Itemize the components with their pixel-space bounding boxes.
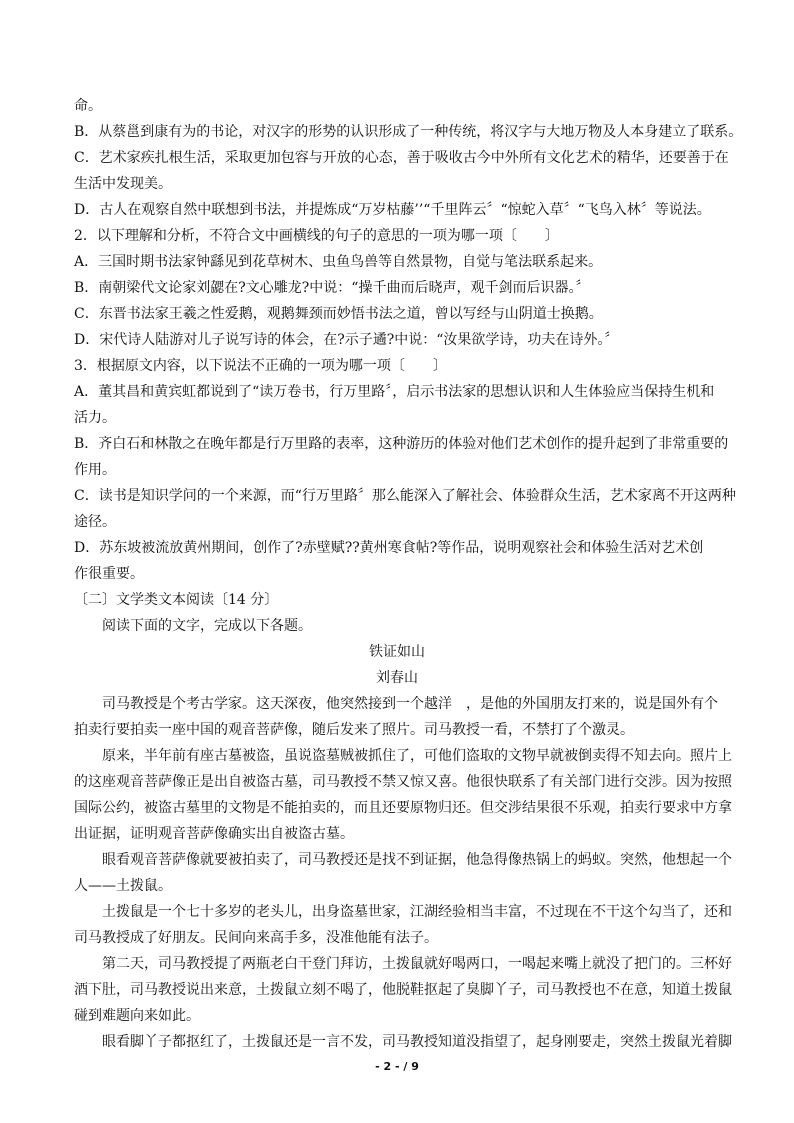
page-number: - 2 - / 9: [375, 1060, 419, 1073]
paragraph-line: 出证据，证明观音菩萨像确实出自被盗古墓。: [74, 826, 354, 842]
text-line: 活力。: [74, 410, 116, 426]
text-line: 作用。: [74, 462, 116, 478]
option-b-line: B．南朝梁代文论家刘勰在?文心雕龙?中说：“操千曲而后晓声，观千剑而后识器。〞: [74, 280, 590, 296]
paragraph-line: 酒下肚，司马教授说出来意，土拨鼠立刻不喝了，他脱鞋抠起了臭脚丫子，司马教授也不在意，知道土拨鼠: [74, 982, 732, 998]
paragraph-line: 土拨鼠是一个七十多岁的老头儿，出身盗墓世家，江湖经验相当丰富，不过现在不干这个勾当了，还和: [102, 904, 732, 920]
option-d-line: D．苏东坡被流放黄州期间，创作了?赤壁赋??黄州寒食帖?等作品，说明观察社会和体验生活对艺术创: [74, 540, 704, 556]
question-2: 2．以下理解和分析，不符合文中画横线的句子的意思的一项为哪一项〔 〕: [74, 228, 559, 244]
paragraph-line: 眼看观音菩萨像就要被拍卖了，司马教授还是找不到证据，他急得像热锅上的蚂蚁。突然，他想起一个: [102, 852, 732, 868]
paragraph-line: 第二天，司马教授提了两瓶老白干登门拜访，土拨鼠就好喝两口，一喝起来嘴上就没了把门的。三杯好: [102, 956, 732, 972]
paragraph-line: 碰到难题向来如此。: [74, 1008, 200, 1024]
section-heading: 〔二〕文学类文本阅读〔14 分〕: [74, 592, 279, 608]
instruction-line: 阅读下面的文字，完成以下各题。: [102, 618, 312, 634]
paragraph-line: 眼看脚丫子都抠红了，土拨鼠还是一言不发，司马教授知道没指望了，起身刚要走，突然土拨鼠光着脚: [102, 1034, 732, 1050]
paragraph-line: 国际公约，被盗古墓里的文物是不能拍卖的，而且还要原物归还。但交涉结果很不乐观，拍卖行要求中方拿: [74, 800, 732, 816]
text-line: 命。: [74, 98, 102, 114]
option-d-line: D．古人在观察自然中联想到书法，并提炼成“万岁枯藤’’“千里阵云〞“惊蛇入草〞“飞鸟入林〞等说法。: [74, 202, 711, 218]
paragraph-line: 司马教授成了好朋友。民间向来高手多，没准他能有法子。: [74, 930, 438, 946]
text-line: 途径。: [74, 514, 116, 530]
paragraph-line: 司马教授是个考古学家。这天深夜，他突然接到一个越洋 ，是他的外国朋友打来的，说是国外有个: [102, 696, 718, 712]
option-a-line: A．三国时期书法家钟繇见到花草树木、虫鱼鸟兽等自然景物，自觉与笔法联系起来。: [74, 254, 603, 270]
paragraph-line: 的这座观音菩萨像正是出自被盗古墓，司马教授不禁又惊又喜。他很快联系了有关部门进行交涉。因为按照: [74, 774, 732, 790]
option-c-line: C．读书是知识学问的一个来源，而“行万里路〞那么能深入了解社会、体验群众生活，艺术家离不开这两种: [74, 488, 736, 504]
paragraph-line: 人——土拨鼠。: [74, 878, 172, 894]
question-3: 3．根据原文内容，以下说法不正确的一项为哪一项〔 〕: [74, 358, 447, 374]
option-d-line: D．宋代诗人陆游对儿子说写诗的体会，在?示子遹?中说：“汝果欲学诗，功夫在诗外。〞: [74, 332, 619, 348]
option-b-line: B．从蔡邕到康有为的书论，对汉字的形势的认识形成了一种传统，将汉字与大地万物及人本身建立了联系。: [74, 124, 743, 140]
story-title: 铁证如山: [369, 644, 425, 660]
paragraph-line: 原来，半年前有座古墓被盗，虽说盗墓贼被抓住了，可他们盗取的文物早就被倒卖得不知去向。照片上: [102, 748, 732, 764]
paragraph-line: 拍卖行要拍卖一座中国的观音菩萨像，随后发来了照片。司马教授一看，不禁打了个激灵。: [74, 722, 634, 738]
story-author: 刘春山: [376, 670, 418, 686]
text-line: 生活中发现美。: [74, 176, 172, 192]
option-c-line: C．东晋书法家王羲之性爱鹅，观鹅舞颈而妙悟书法之道，曾以写经与山阴道士换鹅。: [74, 306, 603, 322]
option-c-line: C．艺术家疾扎根生活，采取更加包容与开放的心态，善于吸收古今中外所有文化艺术的精华，还要善于在: [74, 150, 729, 166]
text-line: 作很重要。: [74, 566, 144, 582]
option-a-line: A．董其昌和黄宾虹都说到了“读万卷书，行万里路〞，启示书法家的思想认识和人生体验应当保持生机和: [74, 384, 715, 400]
option-b-line: B．齐白石和林散之在晚年都是行万里路的表率，这种游历的体验对他们艺术创作的提升起到了非常重要的: [74, 436, 729, 452]
